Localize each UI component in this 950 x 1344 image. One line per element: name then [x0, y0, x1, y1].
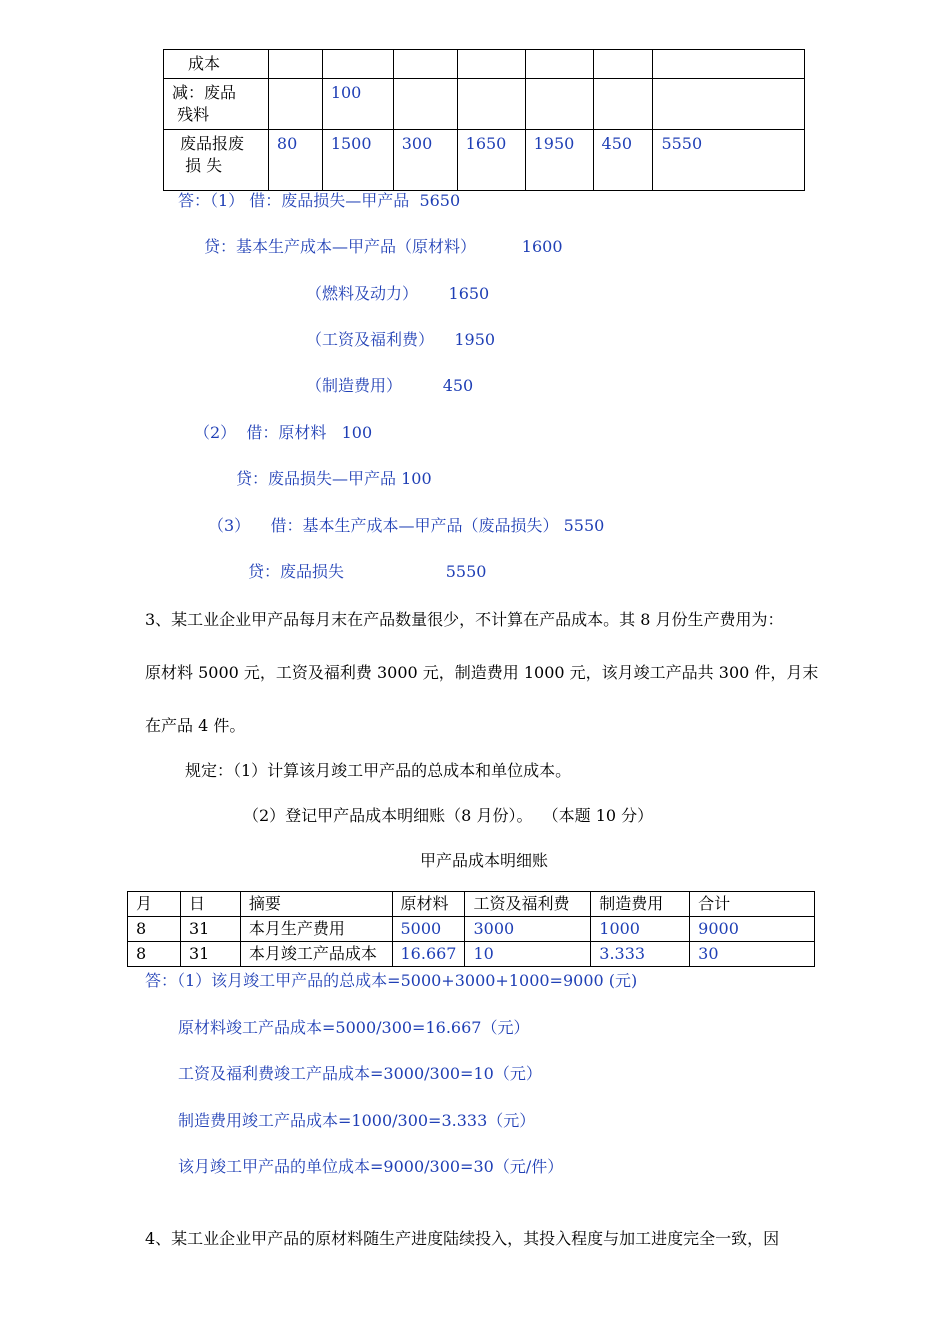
column-header: 日	[180, 892, 240, 917]
table-cell: 30	[690, 942, 815, 967]
table-cell: 5000	[392, 917, 465, 942]
answer-line: 答：（1）该月竣工甲产品的总成本=5000+3000+1000=9000 (元)	[145, 971, 638, 990]
table-cell: 16.667	[392, 942, 465, 967]
answer-line: （3） 借：基本生产成本—甲产品（废品损失） 5550	[208, 516, 605, 535]
answer-line: 答：（1） 借：废品损失—甲产品 5650	[178, 191, 461, 210]
answer-line: （燃料及动力） 1650	[306, 284, 490, 303]
column-header: 月	[128, 892, 181, 917]
table-cell: 300	[393, 130, 457, 191]
answer-line: （制造费用） 450	[306, 376, 474, 395]
column-header: 工资及福利费	[465, 892, 591, 917]
table-cell: 本月竣工产品成本	[240, 942, 392, 967]
table-cell	[653, 79, 805, 130]
row-label: 减：废品 残料	[164, 79, 269, 130]
table-cell: 31	[180, 917, 240, 942]
table-cell: 100	[322, 79, 393, 130]
table-cell	[322, 50, 393, 79]
table-row	[128, 942, 815, 967]
table-cell: 1000	[591, 917, 690, 942]
column-header: 摘要	[240, 892, 392, 917]
table-cell: 450	[593, 130, 653, 191]
table-cell: 80	[268, 130, 322, 191]
requirement-text: （2）登记甲产品成本明细账（8 月份）。 （本题 10 分）	[243, 806, 654, 825]
answer-line: （2） 借：原材料 100	[194, 423, 373, 442]
table-cell	[525, 79, 593, 130]
table-cell: 3.333	[591, 942, 690, 967]
table-cell: 8	[128, 942, 181, 967]
table-cell: 31	[180, 942, 240, 967]
column-header: 原材料	[392, 892, 465, 917]
table-cell	[593, 50, 653, 79]
table-cell	[457, 50, 525, 79]
problem-text: 4、某工业企业甲产品的原材料随生产进度陆续投入，其投入程度与加工进度完全一致，因	[145, 1229, 780, 1248]
table-cell: 8	[128, 917, 181, 942]
table-cell: 1500	[322, 130, 393, 191]
table-cell	[593, 79, 653, 130]
table-cell	[393, 50, 457, 79]
table-cell: 1950	[525, 130, 593, 191]
table-title: 甲产品成本明细账	[420, 851, 549, 870]
table-cell	[653, 50, 805, 79]
table-cell: 5550	[653, 130, 805, 191]
answer-line: 该月竣工甲产品的单位成本=9000/300=30（元/件）	[178, 1157, 564, 1176]
table-cell: 3000	[465, 917, 591, 942]
table-cell	[268, 50, 322, 79]
answer-line: 贷：废品损失 5550	[248, 562, 487, 581]
column-header: 制造费用	[591, 892, 690, 917]
scrap-loss-table	[163, 49, 805, 191]
answer-line: 制造费用竣工产品成本=1000/300=3.333（元）	[178, 1111, 536, 1130]
problem-text: 3、某工业企业甲产品每月末在产品数量很少，不计算在产品成本。其 8 月份生产费用为：	[145, 610, 784, 629]
answer-line: 工资及福利费竣工产品成本=3000/300=10（元）	[178, 1064, 542, 1083]
table-cell: 9000	[690, 917, 815, 942]
table-row	[164, 79, 805, 130]
answer-line: 贷：基本生产成本—甲产品（原材料） 1600	[204, 237, 563, 256]
table-cell	[525, 50, 593, 79]
table-row	[128, 917, 815, 942]
table-row	[164, 50, 805, 79]
table-cell: 10	[465, 942, 591, 967]
table-cell	[457, 79, 525, 130]
table-cell	[393, 79, 457, 130]
answer-line: 贷：废品损失—甲产品 100	[236, 469, 432, 488]
table-row	[164, 130, 805, 191]
cost-ledger-table	[127, 891, 815, 967]
problem-text: 在产品 4 件。	[145, 716, 246, 735]
table-cell	[268, 79, 322, 130]
answer-line: 原材料竣工产品成本=5000/300=16.667（元）	[178, 1018, 530, 1037]
row-label: 废品报废 损 失	[164, 130, 269, 191]
answer-line: （工资及福利费） 1950	[306, 330, 496, 349]
table-cell: 1650	[457, 130, 525, 191]
column-header: 合计	[690, 892, 815, 917]
row-label: 成本	[164, 50, 269, 79]
requirement-text: 规定：（1）计算该月竣工甲产品的总成本和单位成本。	[185, 761, 572, 780]
problem-text: 原材料 5000 元，工资及福利费 3000 元，制造费用 1000 元，该月竣工产品共 300 件，月末	[145, 663, 819, 682]
table-header-row	[128, 892, 815, 917]
table-cell: 本月生产费用	[240, 917, 392, 942]
